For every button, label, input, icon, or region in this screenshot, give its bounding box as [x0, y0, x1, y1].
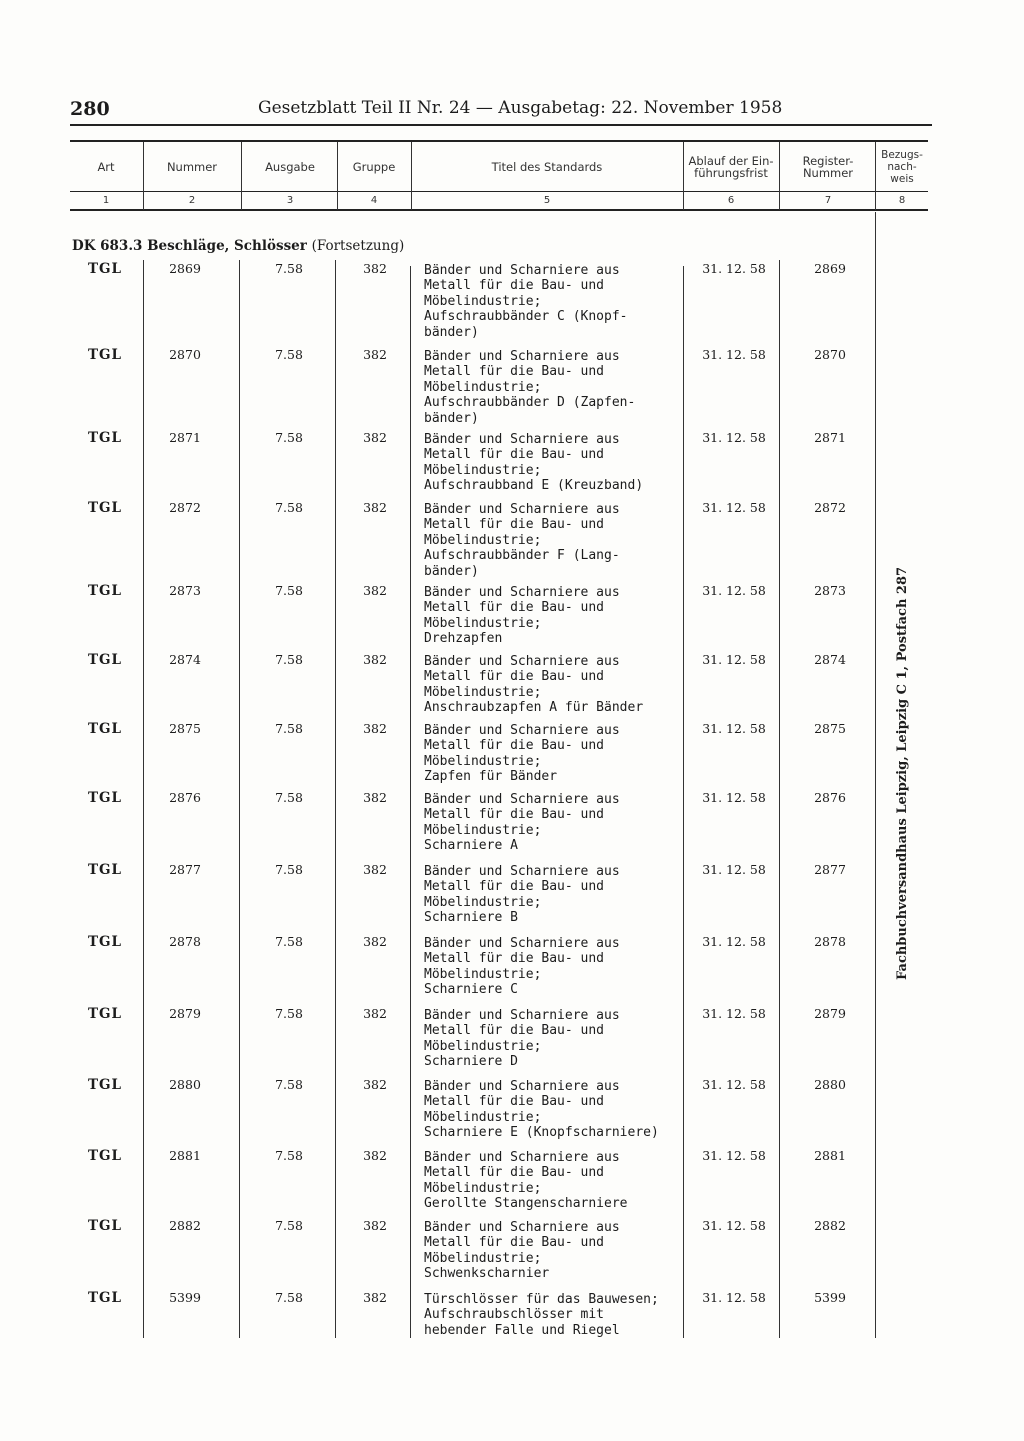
row-title-line: Anschraubzapfen A für Bänder [424, 700, 644, 716]
row-title [424, 654, 684, 716]
row-title [424, 1220, 684, 1282]
row-gruppe: 382 [363, 862, 387, 877]
row-gruppe: 382 [363, 934, 387, 949]
header-rule [70, 124, 932, 126]
row-nummer: 2878 [169, 934, 201, 949]
row-ablauf: 31. 12. 58 [702, 430, 766, 445]
row-gruppe: 382 [363, 500, 387, 515]
row-art: TGL [87, 934, 123, 950]
row-nummer: 2877 [169, 862, 201, 877]
row-title-line: Aufschraubschlösser mit [424, 1307, 605, 1323]
row-ausgabe: 7.58 [275, 583, 303, 598]
row-register: 2874 [814, 652, 846, 667]
header-divider [241, 142, 242, 210]
row-art: TGL [87, 430, 123, 446]
row-ausgabe: 7.58 [275, 500, 303, 515]
colnum-1: 1 [102, 195, 110, 206]
row-register: 2875 [814, 721, 846, 736]
row-title-line: Möbelindustrie; [424, 966, 542, 982]
row-title-line: Metall für die Bau- und [424, 1165, 605, 1181]
table-header-rule [70, 191, 928, 192]
row-gruppe: 382 [363, 721, 387, 736]
row-title-line: Möbelindustrie; [424, 615, 542, 631]
row-title-line: Möbelindustrie; [424, 1109, 542, 1125]
row-title-line: Bänder und Scharniere aus [424, 502, 620, 517]
row-title-line: Möbelindustrie; [424, 684, 542, 700]
table-row [70, 500, 928, 579]
header-divider [143, 142, 144, 210]
page-header [70, 94, 932, 124]
row-ausgabe: 7.58 [275, 721, 303, 736]
table-row [70, 721, 928, 791]
row-title-line: Scharniere B [424, 910, 518, 926]
row-title-line: Scharniere C [424, 982, 518, 998]
colnum-7: 7 [824, 195, 832, 206]
row-ablauf: 31. 12. 58 [702, 652, 766, 667]
row-title-line: Bänder und Scharniere aus [424, 792, 620, 807]
row-ablauf: 31. 12. 58 [702, 1290, 766, 1305]
row-title-line: Bänder und Scharniere aus [424, 864, 620, 879]
row-nummer: 2872 [169, 500, 201, 515]
row-title [424, 723, 684, 785]
header-divider [683, 142, 684, 210]
row-title-line: bänder) [424, 324, 479, 340]
row-gruppe: 382 [363, 1077, 387, 1092]
row-title-line: Metall für die Bau- und [424, 517, 605, 533]
row-title [424, 1008, 684, 1070]
row-title-line: bänder) [424, 563, 479, 579]
row-title-line: Scharniere A [424, 838, 518, 854]
row-title [424, 1079, 684, 1141]
row-ablauf: 31. 12. 58 [702, 1218, 766, 1233]
row-ablauf: 31. 12. 58 [702, 934, 766, 949]
row-title-line: Möbelindustrie; [424, 293, 542, 309]
row-art: TGL [87, 1290, 123, 1306]
row-nummer: 2881 [169, 1148, 201, 1163]
row-ablauf: 31. 12. 58 [702, 862, 766, 877]
standards-table [70, 140, 928, 1340]
table-row [70, 1218, 928, 1288]
colhead-ablauf: Ablauf der Ein- führungsfrist [688, 153, 774, 180]
row-title [424, 936, 684, 998]
row-ablauf: 31. 12. 58 [702, 1006, 766, 1021]
row-ausgabe: 7.58 [275, 652, 303, 667]
row-title-line: Schwenkscharnier [424, 1266, 550, 1282]
table-row [70, 790, 928, 860]
colnum-8: 8 [898, 195, 906, 206]
row-ablauf: 31. 12. 58 [702, 721, 766, 736]
row-gruppe: 382 [363, 261, 387, 276]
row-title-line: Aufschraubbänder C (Knopf- [424, 309, 628, 325]
row-title-line: Möbelindustrie; [424, 822, 542, 838]
row-title [424, 1292, 684, 1338]
table-row [70, 261, 928, 340]
section-heading-bold: DK 683.3 Beschläge, Schlösser [72, 238, 307, 254]
table-row [70, 862, 928, 932]
row-title [424, 349, 684, 426]
row-gruppe: 382 [363, 1006, 387, 1021]
row-nummer: 2869 [169, 261, 201, 276]
row-art: TGL [87, 347, 123, 363]
row-title-line: Bänder und Scharniere aus [424, 654, 620, 669]
row-ausgabe: 7.58 [275, 790, 303, 805]
row-title [424, 585, 684, 647]
table-colnum-rule [70, 209, 928, 211]
row-title-line: Bänder und Scharniere aus [424, 1008, 620, 1023]
row-gruppe: 382 [363, 1290, 387, 1305]
row-ablauf: 31. 12. 58 [702, 583, 766, 598]
table-row [70, 1077, 928, 1147]
table-row [70, 934, 928, 1004]
row-title-line: Möbelindustrie; [424, 1038, 542, 1054]
row-gruppe: 382 [363, 790, 387, 805]
row-title-line: Scharniere D [424, 1054, 518, 1070]
table-row [70, 347, 928, 426]
row-title-line: Zapfen für Bänder [424, 769, 558, 785]
row-register: 2873 [814, 583, 846, 598]
table-row [70, 1006, 928, 1076]
row-register: 2877 [814, 862, 846, 877]
row-title-line: Aufschraubband E (Kreuzband) [424, 478, 644, 494]
row-title-line: Metall für die Bau- und [424, 278, 605, 294]
row-nummer: 5399 [169, 1290, 201, 1305]
colnum-3: 3 [286, 195, 294, 206]
row-title-line: Metall für die Bau- und [424, 447, 605, 463]
header-divider [337, 142, 338, 210]
row-title-line: Bänder und Scharniere aus [424, 349, 620, 364]
section-heading-normal: (Fortsetzung) [311, 238, 405, 254]
header-divider [411, 142, 412, 210]
row-title-line: Scharniere E (Knopfscharniere) [424, 1125, 659, 1141]
colhead-ausgabe: Ausgabe [265, 159, 315, 174]
row-title-line: Metall für die Bau- und [424, 669, 605, 685]
row-ausgabe: 7.58 [275, 1290, 303, 1305]
header-divider [779, 142, 780, 210]
table-row [70, 430, 928, 500]
row-nummer: 2882 [169, 1218, 201, 1233]
table-row [70, 652, 928, 722]
row-title-line: Türschlösser für das Bauwesen; [424, 1292, 659, 1307]
row-gruppe: 382 [363, 583, 387, 598]
row-art: TGL [87, 721, 123, 737]
row-ausgabe: 7.58 [275, 261, 303, 276]
section-heading [72, 238, 404, 254]
row-nummer: 2880 [169, 1077, 201, 1092]
row-art: TGL [87, 1006, 123, 1022]
row-title-line: Bänder und Scharniere aus [424, 1150, 620, 1165]
row-title-line: Metall für die Bau- und [424, 1094, 605, 1110]
row-title-line: Aufschraubbänder D (Zapfen- [424, 395, 636, 411]
row-register: 2881 [814, 1148, 846, 1163]
row-title-line: Bänder und Scharniere aus [424, 1079, 620, 1094]
page-title: Gesetzblatt Teil II Nr. 24 — Ausgabetag: 22. November 1958 [258, 98, 783, 118]
colhead-art: Art [97, 159, 115, 174]
row-title [424, 502, 684, 579]
row-title-line: Bänder und Scharniere aus [424, 723, 620, 738]
row-title-line: Bänder und Scharniere aus [424, 585, 620, 600]
colhead-register: Register- Nummer [802, 153, 854, 180]
row-title-line: Metall für die Bau- und [424, 364, 605, 380]
row-nummer: 2874 [169, 652, 201, 667]
row-title-line: Bänder und Scharniere aus [424, 936, 620, 951]
table-row [70, 583, 928, 653]
row-ausgabe: 7.58 [275, 934, 303, 949]
side-note: Fachbuchversandhaus Leipzig, Leipzig C 1, Postfach 287 [895, 566, 910, 980]
row-ausgabe: 7.58 [275, 430, 303, 445]
row-title-line: Möbelindustrie; [424, 753, 542, 769]
colnum-4: 4 [370, 195, 378, 206]
row-ausgabe: 7.58 [275, 862, 303, 877]
colhead-nummer: Nummer [166, 159, 218, 174]
row-title-line: Aufschraubbänder F (Lang- [424, 548, 620, 564]
row-title-line: Möbelindustrie; [424, 1180, 542, 1196]
row-ablauf: 31. 12. 58 [702, 1148, 766, 1163]
row-title-line: Metall für die Bau- und [424, 879, 605, 895]
header-divider [875, 142, 876, 210]
row-title-line: hebender Falle und Riegel [424, 1322, 620, 1338]
row-nummer: 2875 [169, 721, 201, 736]
row-gruppe: 382 [363, 1148, 387, 1163]
row-title-line: Möbelindustrie; [424, 532, 542, 548]
row-title-line: Drehzapfen [424, 631, 503, 647]
row-ausgabe: 7.58 [275, 347, 303, 362]
colhead-titel: Titel des Standards [491, 159, 603, 174]
row-title [424, 432, 684, 494]
row-art: TGL [87, 652, 123, 668]
row-ablauf: 31. 12. 58 [702, 347, 766, 362]
table-row [70, 1290, 928, 1360]
row-title-line: Möbelindustrie; [424, 462, 542, 478]
row-title-line: Gerollte Stangenscharniere [424, 1196, 628, 1212]
row-ablauf: 31. 12. 58 [702, 790, 766, 805]
row-register: 2882 [814, 1218, 846, 1233]
row-title-line: Möbelindustrie; [424, 894, 542, 910]
row-register: 2878 [814, 934, 846, 949]
row-register: 2871 [814, 430, 846, 445]
row-gruppe: 382 [363, 1218, 387, 1233]
row-ausgabe: 7.58 [275, 1077, 303, 1092]
row-ablauf: 31. 12. 58 [702, 1077, 766, 1092]
row-title-line: Bänder und Scharniere aus [424, 263, 620, 278]
row-title [424, 1150, 684, 1212]
row-title [424, 263, 684, 340]
table-row [70, 1148, 928, 1218]
row-title-line: Metall für die Bau- und [424, 1235, 605, 1251]
row-register: 2870 [814, 347, 846, 362]
row-art: TGL [87, 1077, 123, 1093]
row-title [424, 864, 684, 926]
colhead-gruppe: Gruppe [352, 159, 396, 174]
row-register: 2876 [814, 790, 846, 805]
row-title [424, 792, 684, 854]
row-register: 2872 [814, 500, 846, 515]
row-nummer: 2870 [169, 347, 201, 362]
row-ablauf: 31. 12. 58 [702, 500, 766, 515]
row-register: 2880 [814, 1077, 846, 1092]
row-ausgabe: 7.58 [275, 1218, 303, 1233]
colhead-bezug: Bezugs- nach- weis [881, 148, 923, 185]
colnum-6: 6 [727, 195, 735, 206]
row-art: TGL [87, 1218, 123, 1234]
row-art: TGL [87, 583, 123, 599]
row-title-line: Metall für die Bau- und [424, 1023, 605, 1039]
row-art: TGL [87, 1148, 123, 1164]
row-art: TGL [87, 261, 123, 277]
row-title-line: Bänder und Scharniere aus [424, 1220, 620, 1235]
row-nummer: 2876 [169, 790, 201, 805]
row-art: TGL [87, 500, 123, 516]
colnum-5: 5 [543, 195, 551, 206]
row-nummer: 2871 [169, 430, 201, 445]
row-ablauf: 31. 12. 58 [702, 261, 766, 276]
row-title-line: Metall für die Bau- und [424, 807, 605, 823]
row-register: 2869 [814, 261, 846, 276]
row-title-line: bänder) [424, 410, 479, 426]
row-art: TGL [87, 862, 123, 878]
row-title-line: Metall für die Bau- und [424, 738, 605, 754]
row-title-line: Metall für die Bau- und [424, 951, 605, 967]
row-title-line: Bänder und Scharniere aus [424, 432, 620, 447]
colnum-2: 2 [188, 195, 196, 206]
row-title-line: Metall für die Bau- und [424, 600, 605, 616]
row-register: 2879 [814, 1006, 846, 1021]
page-number: 280 [70, 98, 110, 120]
row-nummer: 2873 [169, 583, 201, 598]
row-register: 5399 [814, 1290, 846, 1305]
row-title-line: Möbelindustrie; [424, 1250, 542, 1266]
row-nummer: 2879 [169, 1006, 201, 1021]
row-gruppe: 382 [363, 652, 387, 667]
row-ausgabe: 7.58 [275, 1148, 303, 1163]
row-art: TGL [87, 790, 123, 806]
row-gruppe: 382 [363, 430, 387, 445]
row-gruppe: 382 [363, 347, 387, 362]
row-ausgabe: 7.58 [275, 1006, 303, 1021]
row-title-line: Möbelindustrie; [424, 379, 542, 395]
